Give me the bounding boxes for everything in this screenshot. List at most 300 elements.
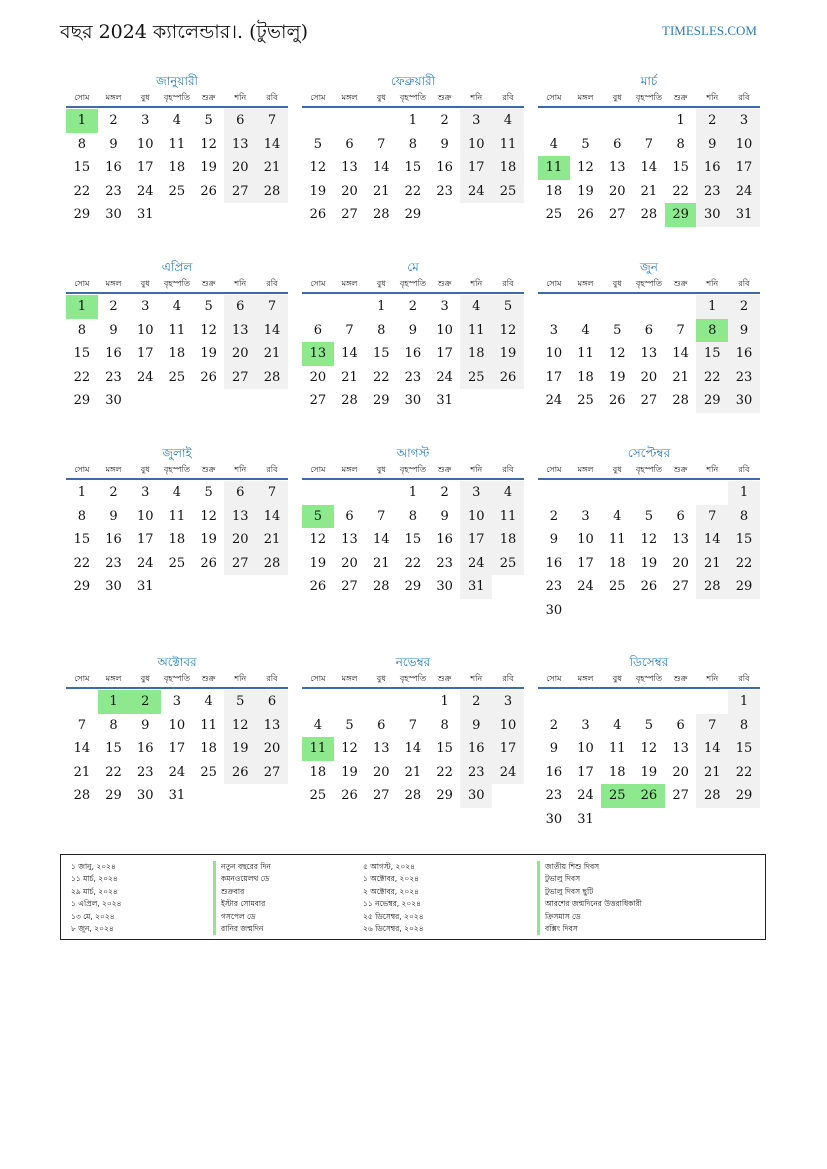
day-cell: 6 <box>345 136 354 152</box>
day-cell: 13 <box>224 319 256 343</box>
day-cell: 29 <box>696 389 728 413</box>
day-cell: 2 <box>460 690 492 714</box>
day-cell: 30 <box>460 784 492 808</box>
month-calendar <box>302 72 524 227</box>
month-calendar <box>302 653 524 808</box>
day-cell: 16 <box>105 346 122 362</box>
holiday-name: ক্রিসমাস ডে <box>537 911 642 923</box>
day-cell: 9 <box>460 714 492 738</box>
weekday-label: মঙ্গল <box>341 279 358 288</box>
day-cell: 18 <box>608 555 626 571</box>
month-calendar <box>538 653 760 831</box>
day-cell: 30 <box>696 203 728 227</box>
weekday-header <box>302 276 524 294</box>
day-cell: 24 <box>436 369 453 385</box>
day-cell: 10 <box>545 346 563 362</box>
day-cell: 22 <box>73 555 91 571</box>
day-cell: 5 <box>224 690 256 714</box>
day-cell: 25 <box>608 579 626 595</box>
day-cell: 13 <box>224 133 256 157</box>
holiday-date: ২৬ ডিসেম্বর, ২০২৪ <box>363 923 424 933</box>
day-cell: 7 <box>696 714 728 738</box>
day-grid <box>302 109 524 227</box>
weekday-label: শুক্র <box>201 674 216 683</box>
day-cell: 6 <box>676 717 685 733</box>
day-cell: 11 <box>608 741 626 757</box>
day-cell: 8 <box>77 136 86 152</box>
weekday-label: মঙ্গল <box>577 465 594 474</box>
day-grid <box>66 481 288 599</box>
day-cell: 14 <box>372 160 390 176</box>
weekday-label: বুধ <box>376 674 386 683</box>
day-cell: 29 <box>372 393 390 409</box>
day-cell: 24 <box>577 579 594 595</box>
day-cell: 25 <box>168 555 186 571</box>
day-cell: 27 <box>341 207 358 223</box>
day-cell: 27 <box>309 393 327 409</box>
empty-day-cell <box>633 109 665 133</box>
weekday-label: মঙ্গল <box>341 465 358 474</box>
day-cell: 4 <box>460 295 492 319</box>
weekday-label: বৃহস্পতি <box>635 279 662 288</box>
weekday-label: বুধ <box>376 279 386 288</box>
day-cell: 13 <box>224 505 256 529</box>
empty-day-cell <box>696 690 728 714</box>
holiday-name: কমনওয়েলথ ডে <box>213 873 271 885</box>
weekday-label: সোম <box>310 93 326 102</box>
site-link[interactable]: TIMESLES.COM <box>662 23 757 38</box>
day-cell: 31 <box>577 811 594 827</box>
day-cell: 20 <box>608 183 626 199</box>
empty-day-cell <box>633 481 665 505</box>
day-cell: 21 <box>640 183 658 199</box>
day-cell: 5 <box>581 136 590 152</box>
day-cell: 3 <box>460 109 492 133</box>
weekday-label: বুধ <box>140 93 150 102</box>
day-cell: 19 <box>309 555 327 571</box>
day-cell: 17 <box>545 369 563 385</box>
day-cell: 23 <box>545 579 563 595</box>
day-cell: 1 <box>77 485 86 501</box>
day-cell: 2 <box>408 299 418 315</box>
day-cell: 27 <box>608 207 626 223</box>
day-cell: 25 <box>577 393 594 409</box>
empty-day-cell <box>538 690 570 714</box>
month-name: জুন <box>640 260 658 274</box>
page-title: বছর 2024 ক্যালেন্ডার।. (টুভালু) <box>60 21 309 43</box>
day-cell: 29 <box>728 575 760 599</box>
weekday-label: বুধ <box>140 674 150 683</box>
day-cell: 12 <box>640 741 658 757</box>
weekday-label: সোম <box>546 93 562 102</box>
day-cell: 12 <box>309 532 327 548</box>
weekday-label: রবি <box>738 279 750 288</box>
day-cell: 19 <box>640 764 658 780</box>
day-cell: 9 <box>549 532 558 548</box>
day-cell: 23 <box>545 788 563 804</box>
day-cell: 10 <box>136 508 154 524</box>
day-cell: 15 <box>404 532 422 548</box>
day-cell: 26 <box>309 579 327 595</box>
weekday-label: মঙ্গল <box>577 674 594 683</box>
day-cell: 20 <box>341 183 358 199</box>
day-cell: 16 <box>436 532 453 548</box>
day-cell: 9 <box>408 322 418 338</box>
day-cell: 1 <box>377 299 386 315</box>
day-cell: 25 <box>168 183 186 199</box>
day-cell: 24 <box>728 180 760 204</box>
holiday-name: শুক্রবার <box>213 886 271 898</box>
holiday-date: ৫ আগস্ট, ২০২৪ <box>363 862 415 871</box>
day-cell: 14 <box>404 741 422 757</box>
day-cell: 5 <box>204 485 213 501</box>
day-grid <box>66 109 288 227</box>
day-cell: 6 <box>313 322 322 338</box>
weekday-label: সোম <box>74 674 90 683</box>
weekday-label: শুক্র <box>437 279 452 288</box>
day-cell: 2 <box>696 109 728 133</box>
day-cell: 5 <box>492 295 524 319</box>
day-cell: 21 <box>256 156 288 180</box>
day-cell: 20 <box>672 555 689 571</box>
empty-day-cell <box>601 295 633 319</box>
day-cell: 16 <box>545 764 563 780</box>
month-calendar <box>66 653 288 808</box>
month-calendar <box>66 72 288 227</box>
day-cell: 8 <box>728 505 760 529</box>
day-cell: 13 <box>640 346 658 362</box>
weekday-label: মঙ্গল <box>105 465 122 474</box>
day-cell: 5 <box>644 717 654 733</box>
weekday-header <box>538 462 760 480</box>
day-cell: 29 <box>404 207 422 223</box>
day-cell: 17 <box>460 156 492 180</box>
day-cell: 17 <box>728 156 760 180</box>
day-cell: 9 <box>728 319 760 343</box>
day-cell: 24 <box>136 369 154 385</box>
day-cell: 21 <box>341 369 358 385</box>
day-cell: 26 <box>309 207 327 223</box>
day-cell: 19 <box>309 183 327 199</box>
day-cell: 25 <box>309 788 327 804</box>
day-cell: 24 <box>545 393 563 409</box>
empty-day-cell <box>302 109 334 133</box>
day-cell: 24 <box>577 788 594 804</box>
weekday-label: শনি <box>706 93 719 102</box>
day-cell: 8 <box>676 136 685 152</box>
day-cell: 8 <box>77 508 86 524</box>
day-cell: 20 <box>224 342 256 366</box>
day-cell: 10 <box>460 505 492 529</box>
day-cell: 22 <box>73 369 91 385</box>
day-cell: 3 <box>172 694 182 710</box>
day-grid <box>538 690 760 831</box>
day-cell: 6 <box>345 508 354 524</box>
day-cell: 15 <box>436 741 453 757</box>
holiday-name: ইস্টার সোমবার <box>213 898 271 910</box>
day-cell: 4 <box>613 717 622 733</box>
day-cell: 24 <box>460 180 492 204</box>
day-cell: 17 <box>136 532 154 548</box>
day-cell: 14 <box>256 133 288 157</box>
holiday-date: ১১ মার্চ, ২০২৪ <box>71 874 118 884</box>
day-cell: 4 <box>204 694 213 710</box>
day-cell: 23 <box>105 555 122 571</box>
empty-day-cell <box>538 109 570 133</box>
weekday-label: রবি <box>502 674 514 683</box>
day-cell: 24 <box>136 555 154 571</box>
day-cell: 8 <box>377 322 386 338</box>
day-cell: 23 <box>436 183 453 199</box>
day-cell: 26 <box>640 579 658 595</box>
holiday-day-cell: 11 <box>302 737 334 761</box>
day-cell: 11 <box>577 346 594 362</box>
day-cell: 18 <box>545 183 563 199</box>
day-cell: 6 <box>644 322 654 338</box>
day-cell: 7 <box>77 717 86 733</box>
day-cell: 3 <box>581 717 590 733</box>
day-cell: 11 <box>200 717 217 733</box>
weekday-label: শনি <box>706 465 719 474</box>
day-cell: 30 <box>436 579 453 595</box>
day-cell: 4 <box>613 508 622 524</box>
day-cell: 7 <box>345 322 354 338</box>
day-cell: 4 <box>172 299 182 315</box>
weekday-header <box>66 671 288 689</box>
day-cell: 13 <box>372 741 390 757</box>
weekday-header <box>302 671 524 689</box>
month-name: নভেম্বর <box>395 655 431 669</box>
holiday-date: ১ এপ্রিল, ২০২৪ <box>71 899 122 909</box>
day-cell: 17 <box>492 737 524 761</box>
day-cell: 17 <box>460 528 492 552</box>
weekday-header <box>66 276 288 294</box>
day-cell: 15 <box>728 528 760 552</box>
empty-day-cell <box>570 481 602 505</box>
day-cell: 17 <box>577 764 594 780</box>
day-cell: 30 <box>105 393 122 409</box>
weekday-label: বৃহস্পতি <box>399 674 426 683</box>
day-cell: 23 <box>105 369 122 385</box>
day-cell: 20 <box>224 156 256 180</box>
month-name: অক্টোবর <box>157 655 197 669</box>
day-cell: 6 <box>613 136 622 152</box>
holiday-date: ১৩ মে, ২০২৪ <box>71 911 115 921</box>
day-cell: 25 <box>168 369 186 385</box>
day-grid <box>66 690 288 808</box>
day-cell: 3 <box>581 508 590 524</box>
day-cell: 15 <box>73 532 91 548</box>
day-cell: 2 <box>549 717 558 733</box>
day-cell: 29 <box>73 579 91 595</box>
empty-day-cell <box>302 690 334 714</box>
day-cell: 1 <box>408 485 418 501</box>
holiday-name: নতুন বছরের দিন <box>213 861 271 873</box>
weekday-label: বুধ <box>140 465 150 474</box>
day-cell: 28 <box>672 393 689 409</box>
day-cell: 22 <box>728 761 760 785</box>
empty-day-cell <box>334 481 366 505</box>
day-cell: 12 <box>640 532 658 548</box>
day-cell: 5 <box>644 508 654 524</box>
day-cell: 29 <box>436 788 453 804</box>
month-calendar <box>538 72 760 227</box>
empty-day-cell <box>665 295 697 319</box>
day-cell: 6 <box>224 295 256 319</box>
day-cell: 18 <box>168 532 186 548</box>
weekday-label: শুক্র <box>673 674 688 683</box>
day-cell: 30 <box>105 207 122 223</box>
day-cell: 21 <box>672 369 689 385</box>
weekday-label: শুক্র <box>673 465 688 474</box>
day-cell: 17 <box>136 160 154 176</box>
weekday-label: মঙ্গল <box>105 279 122 288</box>
day-cell: 8 <box>728 714 760 738</box>
day-cell: 23 <box>404 369 422 385</box>
day-cell: 25 <box>545 207 563 223</box>
weekday-label: বৃহস্পতি <box>635 465 662 474</box>
weekday-label: সোম <box>310 279 326 288</box>
day-cell: 2 <box>549 508 558 524</box>
holiday-list <box>60 854 766 940</box>
weekday-label: শুক্র <box>673 93 688 102</box>
day-cell: 12 <box>492 319 524 343</box>
day-cell: 19 <box>577 183 594 199</box>
weekday-header <box>302 90 524 108</box>
empty-day-cell <box>696 481 728 505</box>
day-cell: 19 <box>608 369 626 385</box>
day-cell: 12 <box>341 741 358 757</box>
day-cell: 26 <box>224 761 256 785</box>
day-cell: 12 <box>200 322 217 338</box>
day-cell: 5 <box>204 299 213 315</box>
day-cell: 22 <box>436 764 453 780</box>
day-cell: 17 <box>436 346 453 362</box>
day-cell: 6 <box>224 481 256 505</box>
month-name: সেপ্টেম্বর <box>627 446 671 460</box>
day-cell: 6 <box>256 690 288 714</box>
holiday-day-cell: 13 <box>302 342 334 366</box>
empty-day-cell <box>570 295 602 319</box>
weekday-label: সোম <box>546 465 562 474</box>
weekday-label: শনি <box>234 93 247 102</box>
day-cell: 30 <box>545 811 563 827</box>
day-cell: 23 <box>728 366 760 390</box>
holiday-names-column-2 <box>537 861 642 935</box>
weekday-label: শনি <box>470 279 483 288</box>
weekday-label: বুধ <box>376 465 386 474</box>
day-cell: 2 <box>109 299 118 315</box>
day-cell: 24 <box>492 761 524 785</box>
day-grid <box>538 481 760 622</box>
weekday-label: শুক্র <box>437 674 452 683</box>
day-cell: 20 <box>672 764 689 780</box>
day-grid <box>538 295 760 413</box>
day-cell: 4 <box>492 481 524 505</box>
weekday-label: বৃহস্পতি <box>399 279 426 288</box>
day-cell: 8 <box>440 717 449 733</box>
day-cell: 9 <box>696 133 728 157</box>
day-cell: 22 <box>696 366 728 390</box>
day-cell: 31 <box>136 207 154 223</box>
day-cell: 31 <box>728 203 760 227</box>
month-name: জুলাই <box>162 446 192 460</box>
day-cell: 27 <box>672 579 689 595</box>
day-cell: 22 <box>73 183 91 199</box>
day-cell: 17 <box>168 741 186 757</box>
weekday-label: বুধ <box>612 465 622 474</box>
holiday-name: জাতীয় শিশু দিবস <box>537 861 642 873</box>
day-cell: 8 <box>408 508 418 524</box>
day-cell: 19 <box>640 555 658 571</box>
day-cell: 22 <box>105 764 122 780</box>
day-cell: 1 <box>676 113 685 129</box>
weekday-label: সোম <box>546 674 562 683</box>
day-cell: 27 <box>224 552 256 576</box>
day-cell: 21 <box>372 555 390 571</box>
day-cell: 14 <box>372 532 390 548</box>
month-name: মে <box>407 260 419 274</box>
empty-day-cell <box>633 295 665 319</box>
month-name: ডিসেম্বর <box>629 655 669 669</box>
day-cell: 28 <box>341 393 358 409</box>
day-cell: 25 <box>460 366 492 390</box>
day-cell: 20 <box>256 737 288 761</box>
month-calendar <box>66 258 288 413</box>
day-cell: 22 <box>672 183 689 199</box>
day-cell: 2 <box>109 113 118 129</box>
day-cell: 10 <box>577 741 594 757</box>
weekday-label: মঙ্গল <box>341 674 358 683</box>
day-cell: 11 <box>492 505 524 529</box>
weekday-header <box>302 462 524 480</box>
day-cell: 13 <box>341 160 358 176</box>
weekday-label: মঙ্গল <box>105 674 122 683</box>
day-cell: 16 <box>696 156 728 180</box>
day-cell: 19 <box>224 737 256 761</box>
day-cell: 29 <box>73 207 91 223</box>
weekday-label: সোম <box>74 93 90 102</box>
day-cell: 28 <box>372 207 390 223</box>
weekday-label: রবি <box>502 465 514 474</box>
holiday-date: ১ জানু, ২০২৪ <box>71 862 116 871</box>
weekday-label: সোম <box>546 279 562 288</box>
weekday-label: বুধ <box>612 279 622 288</box>
month-name: এপ্রিল <box>161 260 193 274</box>
weekday-label: সোম <box>310 465 326 474</box>
day-cell: 21 <box>696 552 728 576</box>
day-cell: 27 <box>672 788 689 804</box>
day-cell: 14 <box>73 741 91 757</box>
weekday-header <box>538 276 760 294</box>
day-cell: 31 <box>168 788 186 804</box>
weekday-header <box>538 671 760 689</box>
empty-day-cell <box>334 295 366 319</box>
day-cell: 21 <box>256 528 288 552</box>
day-cell: 13 <box>341 532 358 548</box>
day-cell: 30 <box>728 389 760 413</box>
holiday-names-column-1 <box>213 861 271 935</box>
day-cell: 23 <box>136 764 154 780</box>
weekday-label: বৃহস্পতি <box>399 465 426 474</box>
day-cell: 30 <box>545 602 563 618</box>
month-name: ফেব্রুয়ারী <box>390 74 436 88</box>
day-cell: 14 <box>341 346 358 362</box>
day-cell: 16 <box>460 737 492 761</box>
month-name: মার্চ <box>640 74 658 88</box>
day-cell: 27 <box>372 788 390 804</box>
day-cell: 18 <box>608 764 626 780</box>
